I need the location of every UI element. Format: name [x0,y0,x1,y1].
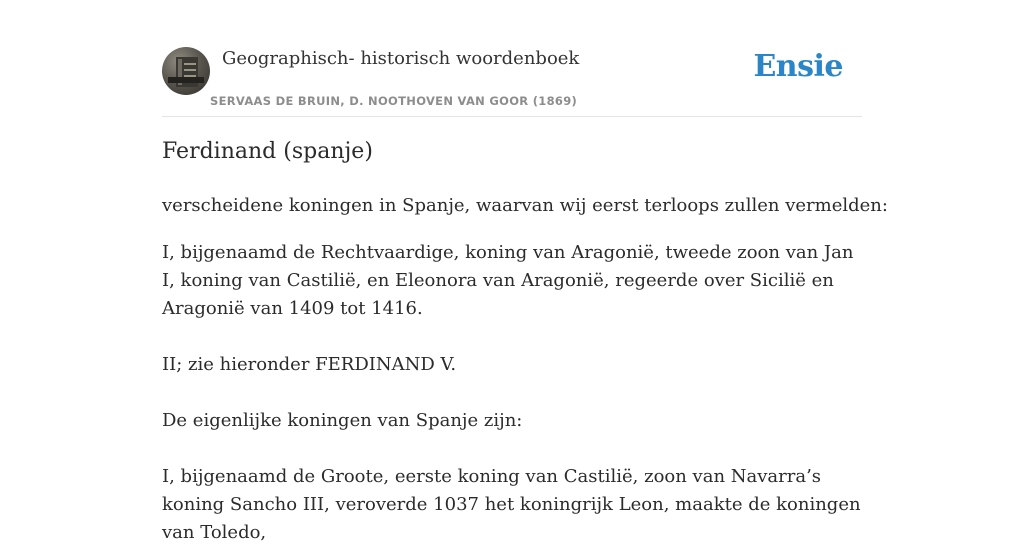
article-paragraph: II; zie hieronder FERDINAND V. [162,354,457,375]
article-intro: verscheidene koningen in Spanje, waarvan wij eerst terloops zullen vermelden: [162,195,888,216]
ensie-logo[interactable]: Ensie [753,49,843,84]
book-title[interactable]: Geographisch- historisch woordenboek [222,48,580,69]
article-paragraph: I, bijgenaamd de Groote, eerste koning van Castilië, zoon van Navarra’s koning Sancho III, veroverde 1037 het koningrijk Leon, maakte de koningen van Toledo, [162,466,861,543]
article-paragraph: De eigenlijke koningen van Spanje zijn: [162,410,523,431]
book-authors: SERVAAS DE BRUIN, D. NOOTHOVEN VAN GOOR (1869) [210,94,578,108]
article-paragraph: I, bijgenaamd de Rechtvaardige, koning van Aragonië, tweede zoon van Jan I, koning van Castilië, en Eleonora van Aragonië, regeerde over Sicilië en Aragonië van 1409 tot 1416. [162,242,854,319]
book-header [162,44,862,117]
book-cover-icon[interactable] [162,47,210,95]
article-body [162,192,888,547]
article-title: Ferdinand (spanje) [162,139,373,164]
